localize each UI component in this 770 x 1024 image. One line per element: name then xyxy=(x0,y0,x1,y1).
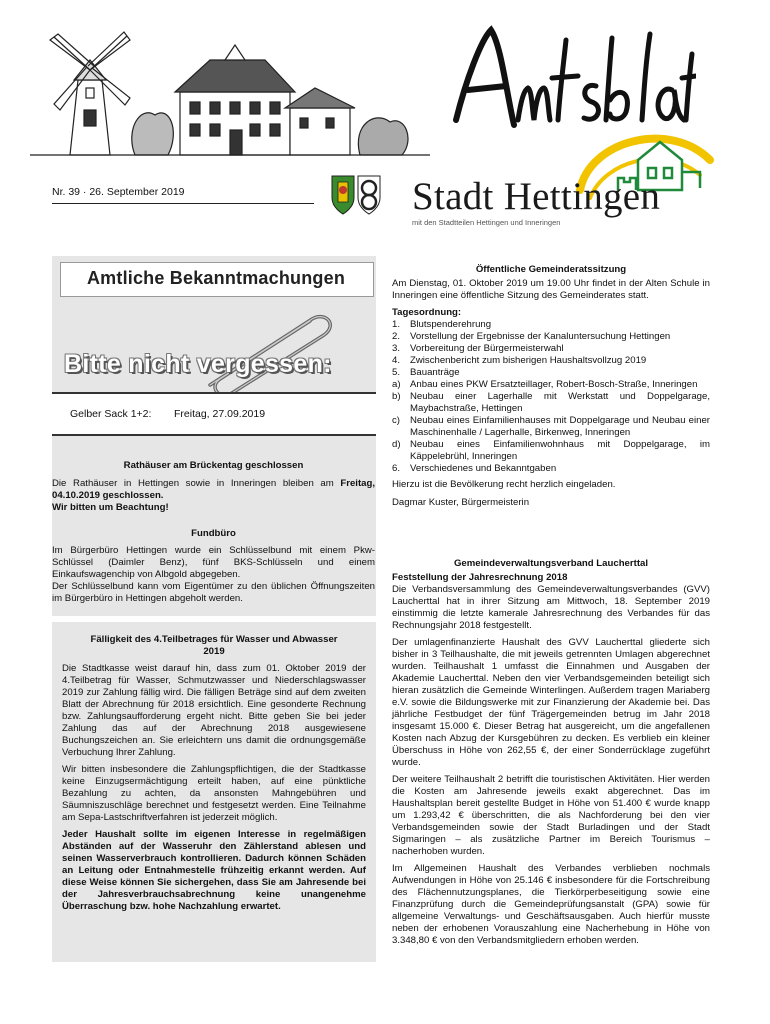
agenda-item-text: Vorstellung der Ergebnisse der Kanaluntersuchung Hettingen xyxy=(410,331,671,342)
reminder-date: Freitag, 27.09.2019 xyxy=(174,408,266,420)
article-paragraph xyxy=(52,478,375,502)
article-paragraph: Der umlagenfinanzierte Haushalt des GVV Laucherttal gliederte sich bisher in 3 Teilhaushalte, die mit jeweils getrennten Umlagen abgerechnet wurden. Teilhaushalt 1 umfasst die Einnahmen und Ausgaben der Akademie Laucherttal. Neben den vier Verbandsgemeinden beteiligt sich hieran zusätzlich die Gemeinde Winterlingen. Außerdem tragen Mariaberg e.V. sowie die Bildungswerke mit zur Finanzierung der Akademie bei. Das jährliche Festbudget der fünf Trägergemeinden betrug im Jahr 2018 insgesamt 15.000 €. Dieser Betrag hat ausgereicht, um die angefallenen Kosten nach Abzug der Kursgebühren zu decken. Es verblieb ein kleiner Überschuss in Höhe von 262,55 €, der einer Sonderrücklage zugeführt wurde. xyxy=(392,637,710,768)
agenda-item-number: 1. xyxy=(392,319,401,330)
city-subtitle: mit den Stadtteilen Hettingen und Inneringen xyxy=(412,218,561,227)
article-paragraph: Am Dienstag, 01. Oktober 2019 um 19.00 Uhr findet in der Alten Schule in Inneringen eine öffentliche Sitzung des Gemeinderates statt. xyxy=(392,278,710,301)
agenda-item xyxy=(392,463,710,475)
article-title: Gemeindeverwaltungsverband Laucherttal xyxy=(453,558,649,569)
agenda-item-text: Zwischenbericht zum bisherigen Haushaltsvollzug 2019 xyxy=(410,355,647,366)
amtliche-bekanntmachungen-heading: Amtliche Bekanntmachungen xyxy=(86,268,346,288)
fundbuero-article xyxy=(52,528,375,610)
gemeinderatssitzung-article xyxy=(392,264,710,509)
article-paragraph: Der Schlüsselbund kann vom Eigentümer zu den üblichen Öffnungszeiten im Bürgerbüro in Hettingen abgeholt werden. xyxy=(52,581,375,604)
agenda-item-number: b) xyxy=(392,391,401,402)
agenda-item-number: 2. xyxy=(392,331,401,342)
agenda-item xyxy=(392,355,710,367)
agenda-item xyxy=(392,343,710,355)
text-run: Die Rathäuser in Hettingen sowie in Inneringen bleiben am xyxy=(52,478,341,489)
reminder-row xyxy=(52,394,376,436)
article-paragraph: Wir bitten insbesondere die Zahlungspflichtigen, die der Stadtkasse keine Einzugsermächtigung erteilt haben, auf eine pünktliche Bezahlung zu achten, da ansonsten Mahngebühren und Säumniszuschläge berechnet und festgesetzt werden. Eine Teilnahme am Sepa-Lastschriftverfahren ist jederzeit möglich. xyxy=(62,764,366,823)
agenda-item xyxy=(392,331,710,343)
agenda-item xyxy=(392,319,710,331)
closing-text: Hierzu ist die Bevölkerung recht herzlich eingeladen. xyxy=(392,479,616,490)
article-paragraph: Die Verbandsversammlung des Gemeindeverwaltungsverbandes (GVV) Laucherttal hat in ihrer Sitzung am Mittwoch, 18. September 2019 einstimmig die letzte kamerale Jahresrechnung des Verbandes für das Rechnungsjahr 2018 festgestellt. xyxy=(392,584,710,631)
signature: Dagmar Kuster, Bürgermeisterin xyxy=(392,497,530,508)
agenda-item-text: Verschiedenes und Bekanntgaben xyxy=(410,463,557,474)
agenda-item xyxy=(392,367,710,379)
agenda-heading: Tagesordnung: xyxy=(392,307,462,318)
agenda-item-text: Anbau eines PKW Ersatzteillager, Robert-Bosch-Straße, Inneringen xyxy=(410,379,698,390)
town-illustration xyxy=(30,20,430,160)
agenda-item-text: Vorbereitung der Bürgermeisterwahl xyxy=(410,343,564,354)
text-run-bold: Freitag, 04.10.2019 geschlossen. xyxy=(52,478,375,501)
agenda-item-text: Neubau einer Lagerhalle mit Werkstatt und Doppelgarage, Maybachstraße, Hettingen xyxy=(410,391,710,414)
article-title: Fundbüro xyxy=(191,528,236,539)
agenda-item-number: 4. xyxy=(392,355,401,366)
article-title: Rathäuser am Brückentag geschlossen xyxy=(123,460,304,471)
article-paragraph: Jeder Haushalt sollte im eigenen Interesse in regelmäßigen Abständen auf der Wasseruhr den Zählerstand ablesen und seinen Wasserverbrauch kontrollieren. Dadurch können Schäden an Leitung oder Entnahmestelle frühzeitig erkannt werden. Auf diese Weise können Sie sichergehen, dass Sie am Jahresende bei der Jahresverbrauchsabrechnung keine unangenehme Überraschung bzw. hohe Nachzahlung erwartet. xyxy=(62,829,366,912)
article-paragraph: Im Allgemeinen Haushalt des Verbandes verblieben nochmals Aufwendungen in Höhe von 25.146 € insbesondere für die Fortschreibung des Flächennutzungsplanes, die Tierkörperbeseitigung sowie eine Finanzprüfung durch die Gemeindeprüfungsanstalt (GPA) sowie für allgemeine Verwaltungs- und Geschäftsausgaben. Auch hierfür musste neben der erhobenen Vorauszahlung eine Nacherhebung in Höhe von 3.348,80 € von den Verbandsmitgliedern erhoben werden. xyxy=(392,863,710,946)
agenda-item xyxy=(392,415,710,439)
article-paragraph: Die Stadtkasse weist darauf hin, dass zum 01. Oktober 2019 der 4.Teilbetrag für Wasser, Schmutzwasser und Niederschlagswasser 2019 zur Zahlung fällig wird. Die fälligen Beträge sind auf dem zweiten Blatt der Abrechnung für 2018 ersichtlich. Eine gesonderte Rechnung bzw. Zahlungsaufforderung ergeht nicht. Bitte geben Sie bei jeder Zahlung das auf der Abrechnung 2018 ausgewiesene Buchungszeichen an. Sie erleichtern uns damit die ordnungsgemäße Verbuchung Ihrer Zahlung. xyxy=(62,663,366,758)
reminder-heading: Bitte nicht vergessen: xyxy=(64,350,332,378)
divider xyxy=(52,203,314,204)
agenda-item-text: Neubau eines Einfamilienhauses mit Doppelgarage und Neubau einer Maschinenhalle / Lagerhalle, Birkenweg, Inneringen xyxy=(410,415,710,438)
article-paragraph: Im Bürgerbüro Hettingen wurde ein Schlüsselbund mit einem Pkw-Schlüssel (Daimler Benz), fünf BKS-Schlüsseln und einem Einkaufswagenchip von Albgold abgegeben. xyxy=(52,545,375,580)
agenda-item-text: Blutspenderehrung xyxy=(410,319,492,330)
agenda-item-text: Bauanträge xyxy=(410,367,460,378)
agenda-list xyxy=(392,319,710,475)
agenda-item-text: Neubau eines Einfamilienwohnhaus mit Doppelgarage, im Käppelebrühl, Inneringen xyxy=(410,439,710,462)
article-title: Fälligkeit des 4.Teilbetrages für Wasser und Abwasser 2019 xyxy=(90,634,338,657)
agenda-item-number: 3. xyxy=(392,343,401,354)
faelligkeit-article xyxy=(62,634,366,918)
city-name: Stadt Hettingen xyxy=(412,175,661,218)
gvv-article xyxy=(392,558,710,952)
agenda-item xyxy=(392,391,710,415)
agenda-item xyxy=(392,379,710,391)
issue-number-date: Nr. 39 · 26. September 2019 xyxy=(52,186,185,198)
article-paragraph: Der weitere Teilhaushalt 2 betrifft die touristischen Aktivitäten. Hier werden die Kosten am Jahresende jeweils exakt abgerechnet. Das im Haushaltsplan bereit gestellte Budget in Höhe von 51.400 € wurde knapp um 1.293,42 € überschritten, die als Nachforderung bei den vier Verbandsgemeinden sowie der Stadt Burladingen und der Stadt Sigmaringen – als zusätzliche Partner im Bereich Tourismus – nacherhoben wurden. xyxy=(392,774,710,857)
reminder-label: Gelber Sack 1+2: xyxy=(70,408,152,420)
rathaus-article xyxy=(52,460,375,514)
agenda-item-number: c) xyxy=(392,415,400,426)
coat-of-arms-icon xyxy=(330,172,382,216)
article-subtitle: Feststellung der Jahresrechnung 2018 xyxy=(392,572,568,583)
article-paragraph: Wir bitten um Beachtung! xyxy=(52,502,169,513)
agenda-item-number: 5. xyxy=(392,367,401,378)
article-title: Öffentliche Gemeinderatssitzung xyxy=(475,264,627,275)
agenda-item-number: d) xyxy=(392,439,401,450)
agenda-item-number: a) xyxy=(392,379,401,390)
agenda-item xyxy=(392,439,710,463)
agenda-item-number: 6. xyxy=(392,463,401,474)
